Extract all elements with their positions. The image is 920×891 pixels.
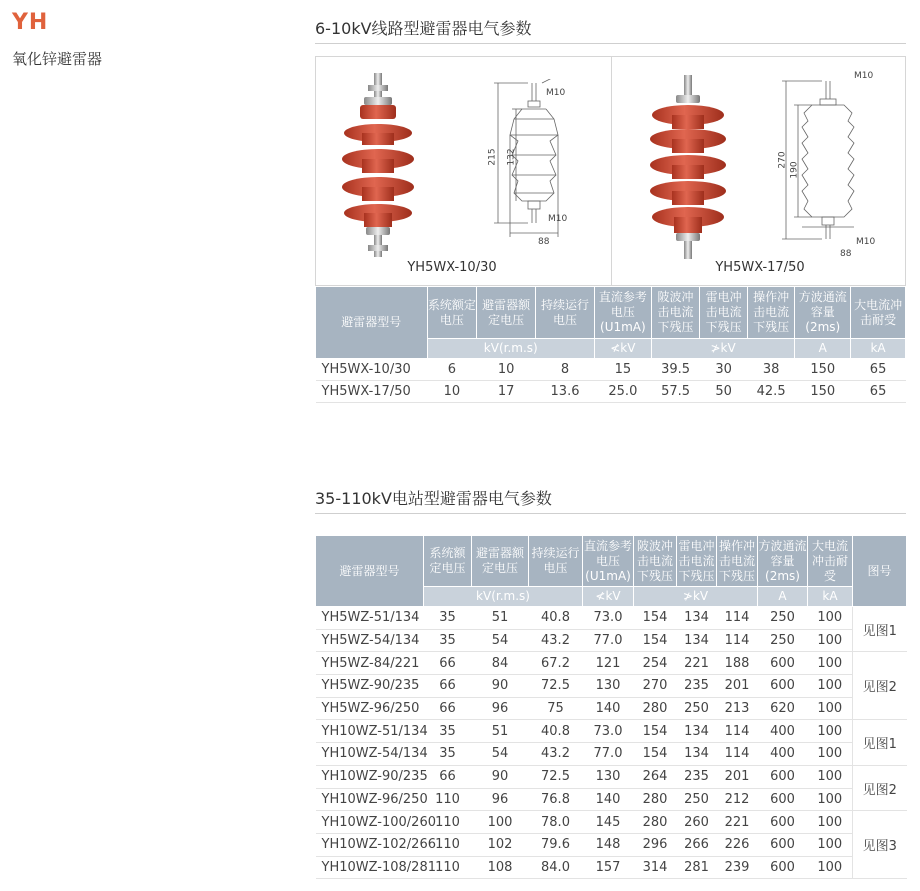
cell: 25.0: [594, 381, 651, 403]
header-high-current: 大电流冲击耐受: [808, 536, 853, 587]
table-body: [316, 359, 906, 403]
header-model: 避雷器型号: [316, 536, 424, 607]
cell: 264: [634, 765, 677, 788]
cell: 235: [677, 765, 717, 788]
header-switching-residual: 操作冲击电流下残压: [717, 536, 758, 587]
cell: 100: [472, 811, 529, 834]
table-row: [316, 359, 906, 381]
dim-left-body: 132: [506, 148, 517, 166]
cell: 140: [583, 697, 634, 720]
cell: 67.2: [529, 652, 583, 675]
arrester-photo-right: [646, 73, 730, 263]
header-rated-voltage: 避雷器额定电压: [477, 287, 536, 339]
header-rated-voltage: 避雷器额定电压: [472, 536, 529, 587]
unit-residual: ≯kV: [651, 339, 795, 359]
cell: 110: [424, 856, 472, 879]
cell: 77.0: [583, 629, 634, 652]
cell: 110: [424, 811, 472, 834]
cell-model: YH10WZ-51/134: [316, 720, 424, 743]
cell: 100: [808, 811, 853, 834]
cell: 150: [795, 359, 851, 381]
table-row: [316, 743, 907, 766]
cell: 266: [677, 833, 717, 856]
table-row: [316, 697, 907, 720]
cell: 600: [758, 833, 808, 856]
dim-right-total: 270: [777, 151, 788, 169]
cell-model: YH10WZ-90/235: [316, 765, 424, 788]
cell: 100: [808, 765, 853, 788]
cell: 114: [717, 607, 758, 630]
cell: 250: [677, 788, 717, 811]
cell: 260: [677, 811, 717, 834]
header-lightning-residual: 雷电冲击电流下残压: [700, 287, 748, 339]
cell: 75: [529, 697, 583, 720]
cell-model: YH10WZ-108/281: [316, 856, 424, 879]
cell: 110: [424, 833, 472, 856]
cell: 57.5: [651, 381, 700, 403]
dim-left-width: 88: [538, 237, 550, 247]
cell: 10: [477, 359, 536, 381]
cell: 78.0: [529, 811, 583, 834]
cell: 250: [758, 629, 808, 652]
table-row: [316, 607, 907, 630]
cell-model: YH10WZ-54/134: [316, 743, 424, 766]
cell: 72.5: [529, 765, 583, 788]
cell: 96: [472, 697, 529, 720]
cell: 600: [758, 788, 808, 811]
header-square-wave: 方波通流容量(2ms): [758, 536, 808, 587]
cell: 43.2: [529, 629, 583, 652]
cell: 140: [583, 788, 634, 811]
cell: 8: [536, 359, 595, 381]
unit-square: A: [795, 339, 851, 359]
header-dc-reference: 直流参考电压(U1mA): [583, 536, 634, 587]
cell: 620: [758, 697, 808, 720]
cell: 600: [758, 811, 808, 834]
cell: 280: [634, 697, 677, 720]
header-high-current: 大电流冲击耐受: [851, 287, 906, 339]
figure-ref: 见图2: [853, 652, 907, 720]
cell: 154: [634, 607, 677, 630]
cell: 250: [758, 607, 808, 630]
cell: 114: [717, 743, 758, 766]
cell: 15: [594, 359, 651, 381]
cell: 65: [851, 381, 906, 403]
cell: 100: [808, 697, 853, 720]
cell: 77.0: [583, 743, 634, 766]
spec-table-line: [315, 286, 906, 403]
cell: 154: [634, 720, 677, 743]
cell: 100: [808, 833, 853, 856]
cell: 72.5: [529, 675, 583, 698]
cell: 314: [634, 856, 677, 879]
table-row: [316, 629, 907, 652]
table-row: [316, 811, 907, 834]
cell: 73.0: [583, 607, 634, 630]
table-row: [316, 833, 907, 856]
cell: 270: [634, 675, 677, 698]
header-figure: 图号: [853, 536, 907, 607]
cell: 130: [583, 675, 634, 698]
table-row: [316, 788, 907, 811]
cell: 213: [717, 697, 758, 720]
cell: 100: [808, 675, 853, 698]
cell: 600: [758, 652, 808, 675]
unit-square: A: [758, 587, 808, 607]
table-row: [316, 381, 906, 403]
cell: 134: [677, 607, 717, 630]
cell: 145: [583, 811, 634, 834]
cell: 148: [583, 833, 634, 856]
brand-title: YH: [12, 10, 49, 35]
cell: 201: [717, 675, 758, 698]
cell-model: YH5WZ-84/221: [316, 652, 424, 675]
figure-ref: 见图1: [853, 607, 907, 652]
cell: 13.6: [536, 381, 595, 403]
cell: 134: [677, 720, 717, 743]
cell: 66: [424, 652, 472, 675]
unit-residual: ≯kV: [634, 587, 758, 607]
header-steep-residual: 陂波冲击电流下残压: [634, 536, 677, 587]
cell: 221: [677, 652, 717, 675]
cell: 239: [717, 856, 758, 879]
figure-ref: 见图3: [853, 811, 907, 879]
brand-subtitle: 氧化锌避雷器: [12, 50, 103, 68]
cell: 66: [424, 675, 472, 698]
cell: 54: [472, 743, 529, 766]
cell: 121: [583, 652, 634, 675]
cell: 38: [747, 359, 795, 381]
header-continuous-voltage: 持续运行电压: [536, 287, 595, 339]
cell: 66: [424, 765, 472, 788]
cell: 35: [424, 743, 472, 766]
cell: 254: [634, 652, 677, 675]
dim-left-top-thread: M10: [546, 88, 566, 98]
section1-title: 6-10kV线路型避雷器电气参数: [315, 19, 532, 38]
cell: 280: [634, 811, 677, 834]
cell: 400: [758, 720, 808, 743]
cell: 73.0: [583, 720, 634, 743]
cell: 150: [795, 381, 851, 403]
unit-kv-rms: kV(r.m.s): [427, 339, 594, 359]
cell: 114: [717, 720, 758, 743]
cell: 100: [808, 629, 853, 652]
cell-model: YH5WZ-51/134: [316, 607, 424, 630]
unit-kv-rms: kV(r.m.s): [424, 587, 583, 607]
cell-model: YH5WX-10/30: [316, 359, 428, 381]
cell-model: YH5WX-17/50: [316, 381, 428, 403]
cell: 130: [583, 765, 634, 788]
cell: 79.6: [529, 833, 583, 856]
cell-model: YH10WZ-102/266: [316, 833, 424, 856]
section2-title: 35-110kV电站型避雷器电气参数: [315, 489, 552, 508]
cell: 400: [758, 743, 808, 766]
table-row: [316, 720, 907, 743]
cell: 39.5: [651, 359, 700, 381]
spec-table-station: [315, 535, 907, 879]
cell: 50: [700, 381, 748, 403]
cell: 76.8: [529, 788, 583, 811]
cell: 226: [717, 833, 758, 856]
header-system-voltage: 系统额定电压: [424, 536, 472, 587]
photo-divider: [611, 57, 612, 285]
caption-right: YH5WX-17/50: [715, 260, 805, 275]
cell: 90: [472, 765, 529, 788]
cell: 65: [851, 359, 906, 381]
cell: 90: [472, 675, 529, 698]
cell: 17: [477, 381, 536, 403]
cell: 154: [634, 629, 677, 652]
cell-model: YH10WZ-100/260: [316, 811, 424, 834]
table-row: [316, 856, 907, 879]
cell: 54: [472, 629, 529, 652]
cell: 280: [634, 788, 677, 811]
cell: 100: [808, 856, 853, 879]
cell: 281: [677, 856, 717, 879]
section1-rule: [315, 43, 906, 44]
cell: 100: [808, 720, 853, 743]
header-lightning-residual: 雷电冲击电流下残压: [677, 536, 717, 587]
cell: 110: [424, 788, 472, 811]
table-body: [316, 607, 907, 879]
header-dc-reference: 直流参考电压(U1mA): [594, 287, 651, 339]
cell: 250: [677, 697, 717, 720]
cell-model: YH5WZ-90/235: [316, 675, 424, 698]
cell-model: YH10WZ-96/250: [316, 788, 424, 811]
cell: 100: [808, 607, 853, 630]
cell-model: YH5WZ-96/250: [316, 697, 424, 720]
cell: 42.5: [747, 381, 795, 403]
dim-right-bottom-thread: M10: [856, 237, 876, 247]
cell: 100: [808, 652, 853, 675]
cell-model: YH5WZ-54/134: [316, 629, 424, 652]
cell: 84.0: [529, 856, 583, 879]
unit-big: kA: [851, 339, 906, 359]
header-continuous-voltage: 持续运行电压: [529, 536, 583, 587]
cell: 188: [717, 652, 758, 675]
cell: 154: [634, 743, 677, 766]
unit-dc: ≮kV: [583, 587, 634, 607]
cell: 100: [808, 743, 853, 766]
cell: 30: [700, 359, 748, 381]
dim-right-body: 190: [789, 161, 800, 179]
cell: 84: [472, 652, 529, 675]
dim-left-total: 215: [487, 148, 498, 166]
cell: 221: [717, 811, 758, 834]
header-steep-residual: 陂波冲击电流下残压: [651, 287, 700, 339]
cell: 600: [758, 765, 808, 788]
cell: 157: [583, 856, 634, 879]
cell: 134: [677, 629, 717, 652]
cell: 10: [427, 381, 477, 403]
cell: 35: [424, 720, 472, 743]
header-square-wave: 方波通流容量(2ms): [795, 287, 851, 339]
cell: 96: [472, 788, 529, 811]
header-switching-residual: 操作冲击电流下残压: [747, 287, 795, 339]
cell: 35: [424, 607, 472, 630]
cell: 35: [424, 629, 472, 652]
cell: 114: [717, 629, 758, 652]
header-system-voltage: 系统额定电压: [427, 287, 477, 339]
cell: 212: [717, 788, 758, 811]
dim-right-width: 88: [840, 249, 852, 259]
cell: 6: [427, 359, 477, 381]
table-row: [316, 675, 907, 698]
cell: 600: [758, 675, 808, 698]
cell: 108: [472, 856, 529, 879]
header-model: 避雷器型号: [316, 287, 428, 359]
unit-dc: ≮kV: [594, 339, 651, 359]
cell: 51: [472, 720, 529, 743]
cell: 43.2: [529, 743, 583, 766]
dim-left-bottom-thread: M10: [548, 214, 568, 224]
unit-big: kA: [808, 587, 853, 607]
cell: 201: [717, 765, 758, 788]
cell: 66: [424, 697, 472, 720]
cell: 40.8: [529, 607, 583, 630]
cell: 134: [677, 743, 717, 766]
product-photo-panel: [315, 56, 906, 286]
table-row: [316, 652, 907, 675]
cell: 100: [808, 788, 853, 811]
cell: 296: [634, 833, 677, 856]
cell: 600: [758, 856, 808, 879]
cell: 51: [472, 607, 529, 630]
section2-rule: [315, 513, 906, 514]
cell: 102: [472, 833, 529, 856]
table-row: [316, 765, 907, 788]
cell: 235: [677, 675, 717, 698]
figure-ref: 见图1: [853, 720, 907, 765]
caption-left: YH5WX-10/30: [407, 260, 497, 275]
dim-right-top-thread: M10: [854, 71, 874, 81]
arrester-photo-left: [338, 71, 418, 261]
figure-ref: 见图2: [853, 765, 907, 810]
cell: 40.8: [529, 720, 583, 743]
